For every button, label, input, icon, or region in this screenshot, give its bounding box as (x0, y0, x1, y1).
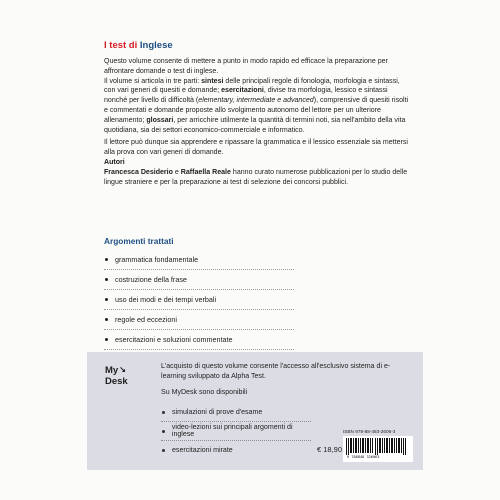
arrow-down-right-icon: ↘ (119, 365, 126, 374)
intro-paragraph-1: Questo volume consente di mettere a punto in modo rapido ed efficace la preparazione per affrontare domande o test di inglese. (104, 58, 388, 75)
list-item-label: uso dei modi e dei tempi verbali (115, 295, 217, 304)
list-item-label: esercitazioni e soluzioni commentate (115, 335, 233, 344)
authors-block (104, 158, 410, 187)
intro-levels: elementary, intermediate e advanced (198, 97, 314, 105)
list-item-label: video-lezioni sui principali argomenti di inglese (171, 424, 293, 438)
intro-paragraph-3: Il lettore può dunque sia apprendere e ripassare la grammatica e il lessico essenziale sia mettersi alla prova con vari generi di domande. (104, 139, 408, 157)
mydesk-text: L'acquisto di questo volume consente l'accesso all'esclusivo sistema di e-learning sviluppato da Alpha Test. (161, 363, 391, 380)
topics-heading: Argomenti trattati (104, 236, 174, 246)
mydesk-logo (105, 365, 128, 387)
bullet-icon (105, 278, 108, 281)
barcode-number: 9 788848 326063 (347, 455, 380, 459)
list-item (104, 250, 294, 270)
list-item (161, 441, 311, 459)
page-title (104, 40, 173, 51)
intro-paragraph-2 (104, 77, 410, 136)
bullet-icon (105, 318, 108, 321)
isbn-label: ISBN 978-88-483-2606-3 (343, 429, 396, 434)
intro-term-esercitazioni: esercitazioni (221, 87, 264, 95)
list-item-label: costruzione della frase (115, 275, 187, 284)
title-part-2: Inglese (139, 40, 173, 51)
authors-heading: Autori (104, 158, 125, 166)
title-part-1: I test di (104, 40, 140, 51)
logo-text-desk: Desk (105, 376, 128, 387)
list-item (104, 310, 294, 330)
bullet-icon (162, 430, 165, 433)
list-item-label: grammatica fondamentale (115, 255, 199, 264)
intro-text: , divise tra morfologia, lessico e sintassi nonché per livello di difficoltà ( (104, 87, 388, 105)
list-item (104, 270, 294, 290)
authors-text: hanno curato numerose pubblicazioni per lo studio delle lingue straniere e per la preparazione ai test di selezione dei concorsi pubblici. (104, 168, 408, 186)
intro-text: , per arricchire utilmente la quantità di termini noti, sia nell'ambito della vita quotidiana, sia dei settori economico-commerciale e informatico. (104, 116, 406, 134)
logo-text-my: My (105, 365, 119, 376)
bullet-icon (105, 258, 108, 261)
bullet-icon (105, 338, 108, 341)
author-1: Francesca Desiderio (104, 168, 173, 176)
authors-conjunction: e (172, 168, 181, 176)
intro-text: ), comprensive di quesiti risolti e commentati e domande proposte allo svolgimento autonomo del lettore per un ulteriore allenamento; (104, 97, 409, 124)
barcode (343, 436, 413, 462)
author-2: Raffaella Reale (180, 168, 231, 176)
list-item (104, 330, 294, 350)
mydesk-subheading: Su MyDesk sono disponibili (161, 389, 248, 396)
intro-text: delle principali regole di fonologia, morfologia e sintassi, con vari generi di quesiti e domande; (104, 77, 400, 95)
list-item-label: esercitazioni mirate (172, 446, 233, 454)
barcode-icon (346, 438, 410, 455)
mydesk-description (161, 362, 411, 382)
list-item (161, 403, 311, 422)
bullet-icon (105, 298, 108, 301)
intro-term-glossari: glossari (146, 116, 174, 124)
bullet-icon (162, 449, 165, 452)
list-item-label: regole ed eccezioni (115, 315, 177, 324)
list-item (104, 290, 294, 310)
intro-term-sintesi: sintesi (201, 77, 224, 85)
mydesk-panel (87, 352, 423, 470)
intro-text: Il volume si articola in tre parti: (104, 77, 202, 85)
bullet-icon (162, 411, 165, 414)
list-item-label: simulazioni di prove d'esame (172, 408, 263, 416)
description (104, 57, 410, 187)
mydesk-features (161, 403, 311, 459)
list-item (161, 422, 311, 441)
price-label: € 18,90 (317, 445, 343, 454)
